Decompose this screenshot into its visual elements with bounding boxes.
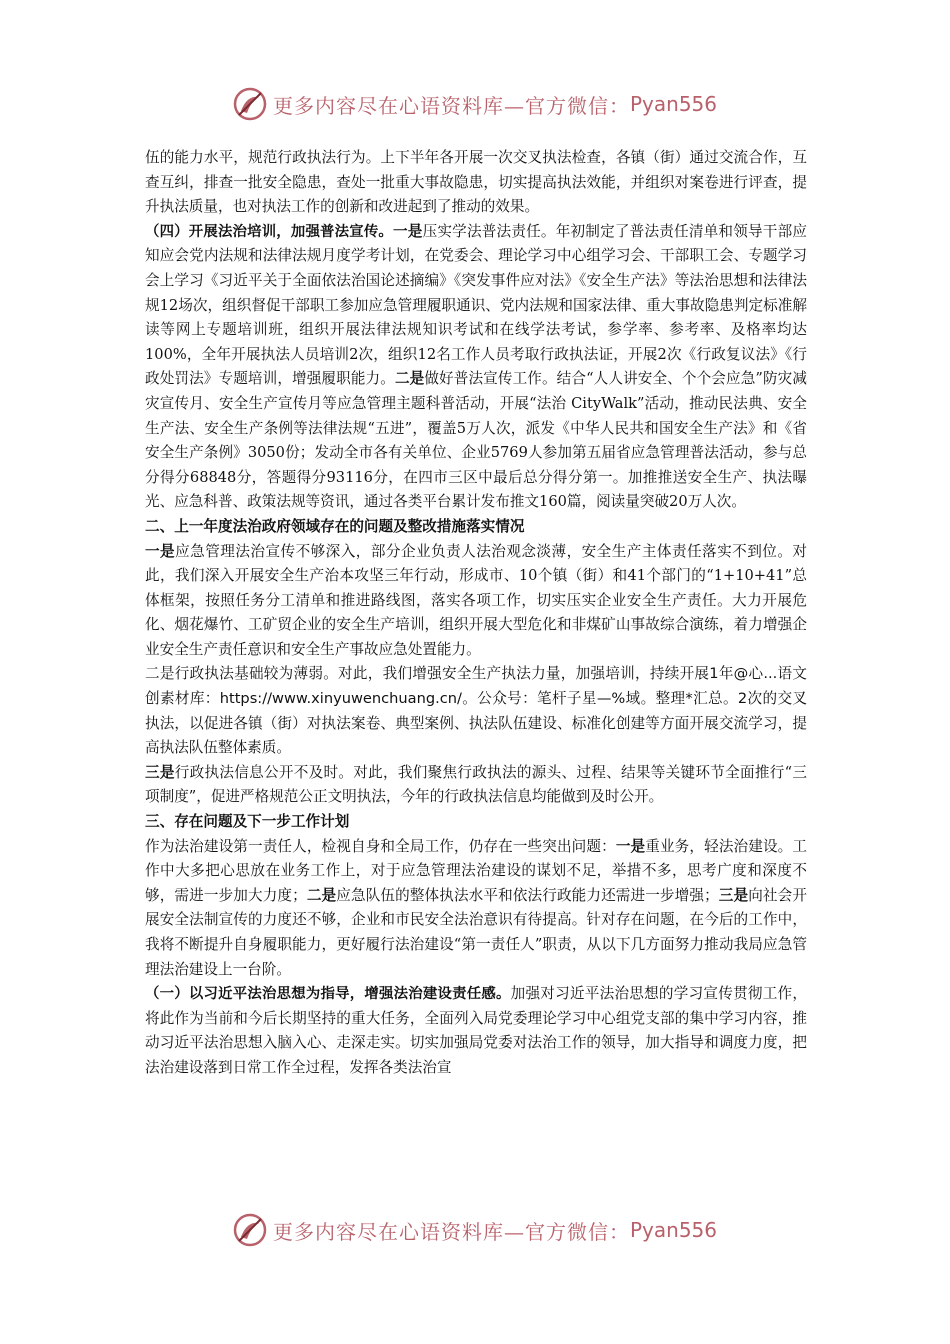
footer-banner [0, 1210, 950, 1250]
brand-logo-icon [233, 1213, 267, 1247]
paragraph-6: 作为法治建设第一责任人，检视自身和全局工作，仍存在一些突出问题：一是重业务，轻法治建设。工作中大多把心思放在业务工作上，对于应急管理法治建设的谋划不足，举措不多，思考广度和深度不够，需进一步加大力度；二是应急队伍的整体执法水平和依法行政能力还需进一步增强；三是向社会开展安全法制宣传的力度还不够，企业和市民安全法治意识有待提高。针对存在问题，在今后的工作中，我将不断提升自身履职能力，更好履行法治建设“第一责任人”职责，从以下几方面努力推动我局应急管理法治建设上一台阶。 [145, 837, 807, 978]
paragraph-5: 三是行政执法信息公开不及时。对此，我们聚焦行政执法的源头、过程、结果等关键环节全面推行“三项制度”，促进严格规范公正文明执法，今年的行政执法信息均能做到及时公开。 [145, 763, 807, 806]
section-4-heading: （四）开展法治培训，加强普法宣传。 [145, 223, 393, 240]
paragraph-2: （四）开展法治培训，加强普法宣传。一是压实学法普法责任。年初制定了普法责任清单和领导干部应知应会党内法规和法律法规月度学考计划，在党委会、理论学习中心组学习会、干部职工会、专题学习会上学习《习近平关于全面依法治国论述摘编》《突发事件应对法》《安全生产法》等法治思想和法律法规12场次，组织督促干部职工参加应急管理履职通识、党内法规和国家法律、重大事故隐患判定标准解读等网上专题培训班，组织开展法律法规知识考试和在线学法考试，参学率、参考率、及格率均达100%，全年开展执法人员培训2次，组织12名工作人员考取行政执法证，开展2次《行政复议法》《行政处罚法》专题培训，增强履职能力。二是做好普法宣传工作。结合“人人讲安全、个个会应急”防灾减灾宣传月、安全生产宣传月等应急管理主题科普活动，开展“法治 CityWalk”活动，推动民法典、安全生产法、安全生产条例等法律法规“五进”，覆盖5万人次，派发《中华人民共和国安全生产法》和《省安全生产条例》3050份；发动全市各有关单位、企业5769人参加第五届省应急管理普法活动，参与总分得分68848分，答题得分93116分，在四市三区中最后总分得分第一。加推推送安全生产、执法曝光、应急科普、政策法规等资讯，通过各类平台累计发布推文160篇，阅读量突破20万人次。 [145, 222, 807, 511]
heading-3: 三、存在问题及下一步工作计划 [145, 813, 350, 831]
banner-wechat-id: Pyan556 [629, 1218, 717, 1242]
document-body [145, 146, 807, 1081]
brand-logo-icon [233, 87, 267, 121]
heading-2: 二、上一年度法治政府领域存在的问题及整改措施落实情况 [145, 517, 525, 535]
banner-wechat-id: Pyan556 [629, 92, 717, 116]
banner-text: 更多内容尽在心语资料库—官方微信： [272, 93, 630, 118]
paragraph-3: 一是应急管理法治宣传不够深入，部分企业负责人法治观念淡薄，安全生产主体责任落实不到位。对此，我们深入开展安全生产治本攻坚三年行动，形成市、10个镇（街）和41个部门的“1+10+41”总体框架，按照任务分工清单和推进路线图，落实各项工作，切实压实企业安全生产责任。大力开展危化、烟花爆竹、工矿贸企业的安全生产培训，组织开展大型危化和非煤矿山事故综合演练，着力增强企业安全生产责任意识和安全生产事故应急处置能力。 [145, 542, 807, 658]
header-banner [0, 84, 950, 124]
banner-text: 更多内容尽在心语资料库—官方微信： [272, 1219, 630, 1244]
paragraph-4: 二是行政执法基础较为薄弱。对此，我们增强安全生产执法力量，加强培训，持续开展1年@心...语文创素材库：https://www.xinyuwenchuang.cn/。公众号：笔杆子星—%域。整理*汇总。2次的交叉执法，以促进各镇（街）对执法案卷、典型案例、执法队伍建设、标准化创建等方面开展交流学习，提高执法队伍整体素质。 [145, 665, 807, 757]
paragraph-1: 伍的能力水平，规范行政执法行为。上下半年各开展一次交叉执法检查，各镇（街）通过交流合作，互查互纠，排查一批安全隐患，查处一批重大事故隐患，切实提高执法效能，并组织对案卷进行评查，提升执法质量，也对执法工作的创新和改进起到了推动的效果。 [145, 149, 807, 216]
section-1-heading: （一）以习近平法治思想为指导，增强法治建设责任感。 [145, 986, 511, 1003]
paragraph-7: （一）以习近平法治思想为指导，增强法治建设责任感。加强对习近平法治思想的学习宣传贯彻工作，将此作为当前和今后长期坚持的重大任务，全面列入局党委理论学习中心组党支部的集中学习内容，推动习近平法治思想入脑入心、走深走实。切实加强局党委对法治工作的领导，加大指导和调度力度，把法治建设落到日常工作全过程，发挥各类法治宣 [145, 985, 807, 1076]
